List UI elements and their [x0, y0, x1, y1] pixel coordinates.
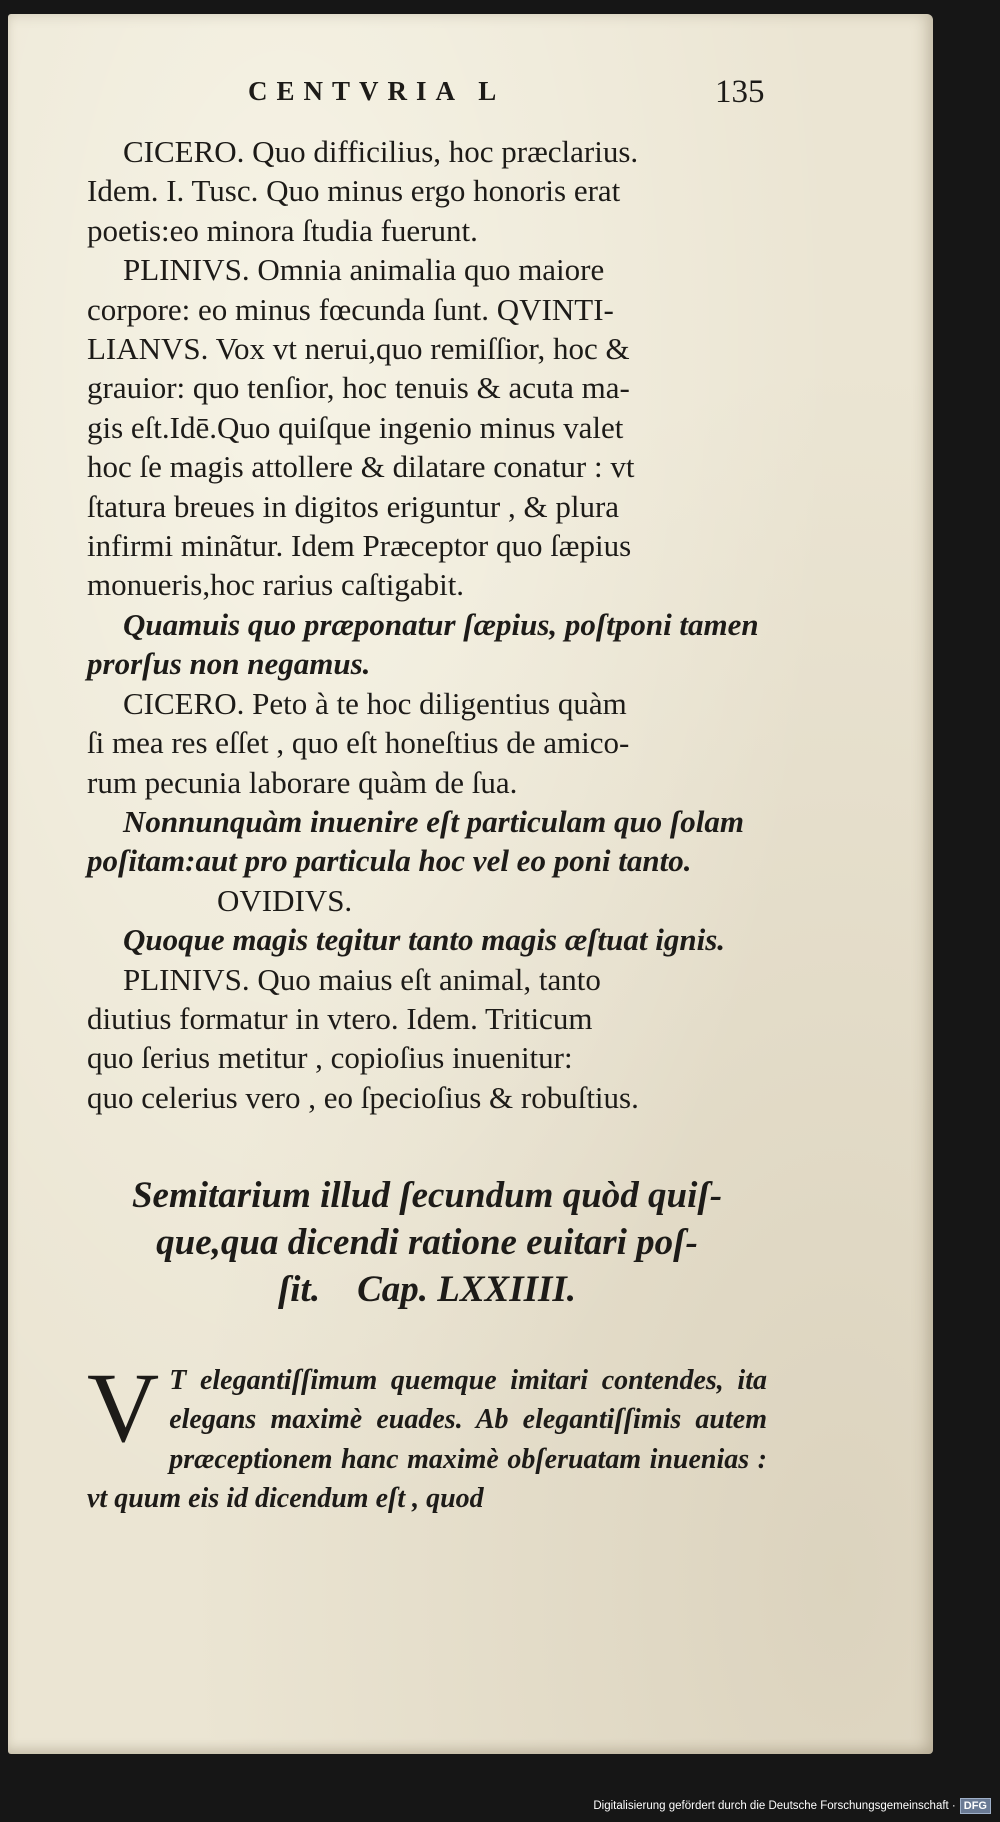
- text-line: Quamuis quo præponatur ſæpius, poſtponi tamen: [123, 606, 759, 642]
- text-line: ſi mea res eſſet , quo eſt honeſtius de amico-: [87, 725, 630, 761]
- paragraph-text: T elegantiſſimum quemque imitari contendes, ita elegans maximè euades. Ab elegantiſſimis autem præceptionem hanc maximè obſeruatam inuenias : vt quum eis id dicendum eſt , quod: [87, 1365, 767, 1515]
- text-line: poetis:eo minora ſtudia fuerunt.: [87, 212, 478, 248]
- text-line: hoc ſe magis attollere & dilatare conatur : vt: [87, 449, 635, 485]
- text-line: LIANVS. Vox vt nerui,quo remiſſior, hoc &: [87, 331, 630, 367]
- heading-line: que,qua dicendi ratione euitari poſ-: [156, 1222, 698, 1263]
- text-line: ſtatura breues in digitos eriguntur , & plura: [87, 488, 620, 524]
- text-line: quo celerius vero , eo ſpecioſius & robuſtius.: [87, 1079, 639, 1115]
- text-line: Nonnunquàm inuenire eſt particulam quo ſolam: [123, 803, 744, 839]
- text-line: Idem. I. Tusc. Quo minus ergo honoris erat: [87, 173, 621, 209]
- body-text: [87, 132, 767, 1117]
- book-page: [8, 14, 933, 1754]
- chapter-paragraph: [87, 1352, 767, 1519]
- dfg-logo: DFG: [960, 1798, 991, 1814]
- chapter-heading: [87, 1172, 767, 1313]
- text-line: PLINIVS. Omnia animalia quo maiore: [123, 252, 605, 288]
- text-line: corpore: eo minus fœcunda ſunt. QVINTI-: [87, 291, 614, 327]
- drop-cap: V: [87, 1352, 160, 1463]
- text-line: rum pecunia laborare quàm de ſua.: [87, 764, 518, 800]
- text-line: CICERO. Quo difficilius, hoc præclarius.: [123, 134, 639, 169]
- heading-line: ſit. Cap. LXXIIII.: [277, 1269, 577, 1310]
- text-line: Quoque magis tegitur tanto magis æſtuat ignis.: [123, 922, 726, 958]
- text-line: quo ſerius metitur , copioſius inuenitur:: [87, 1040, 573, 1076]
- page-number: 135: [715, 74, 765, 110]
- text-line: infirmi minãtur. Idem Præceptor quo ſæpius: [87, 528, 632, 564]
- text-line: diutius formatur in vtero. Idem. Triticum: [87, 1000, 593, 1036]
- running-head: CENTVRIA L: [248, 76, 506, 106]
- text-line: monueris,hoc rarius caſtigabit.: [87, 567, 465, 603]
- text-line: PLINIVS. Quo maius eſt animal, tanto: [123, 961, 601, 997]
- text-line: CICERO. Peto à te hoc diligentius quàm: [123, 685, 627, 721]
- text-line: prorſus non negamus.: [87, 646, 371, 682]
- text-line: gis eſt.Idē.Quo quiſque ingenio minus valet: [87, 409, 624, 445]
- footer-credit: Digitalisierung gefördert durch die Deutsche Forschungsgemeinschaft ·: [593, 1800, 956, 1812]
- heading-line: Semitarium illud ſecundum quòd quiſ-: [131, 1175, 723, 1216]
- digitization-footer: [593, 1796, 991, 1816]
- text-line: grauior: quo tenſior, hoc tenuis & acuta ma-: [87, 370, 630, 406]
- text-line: OVIDIVS.: [217, 882, 353, 918]
- text-line: poſitam:aut pro particula hoc vel eo poni tanto.: [87, 843, 692, 879]
